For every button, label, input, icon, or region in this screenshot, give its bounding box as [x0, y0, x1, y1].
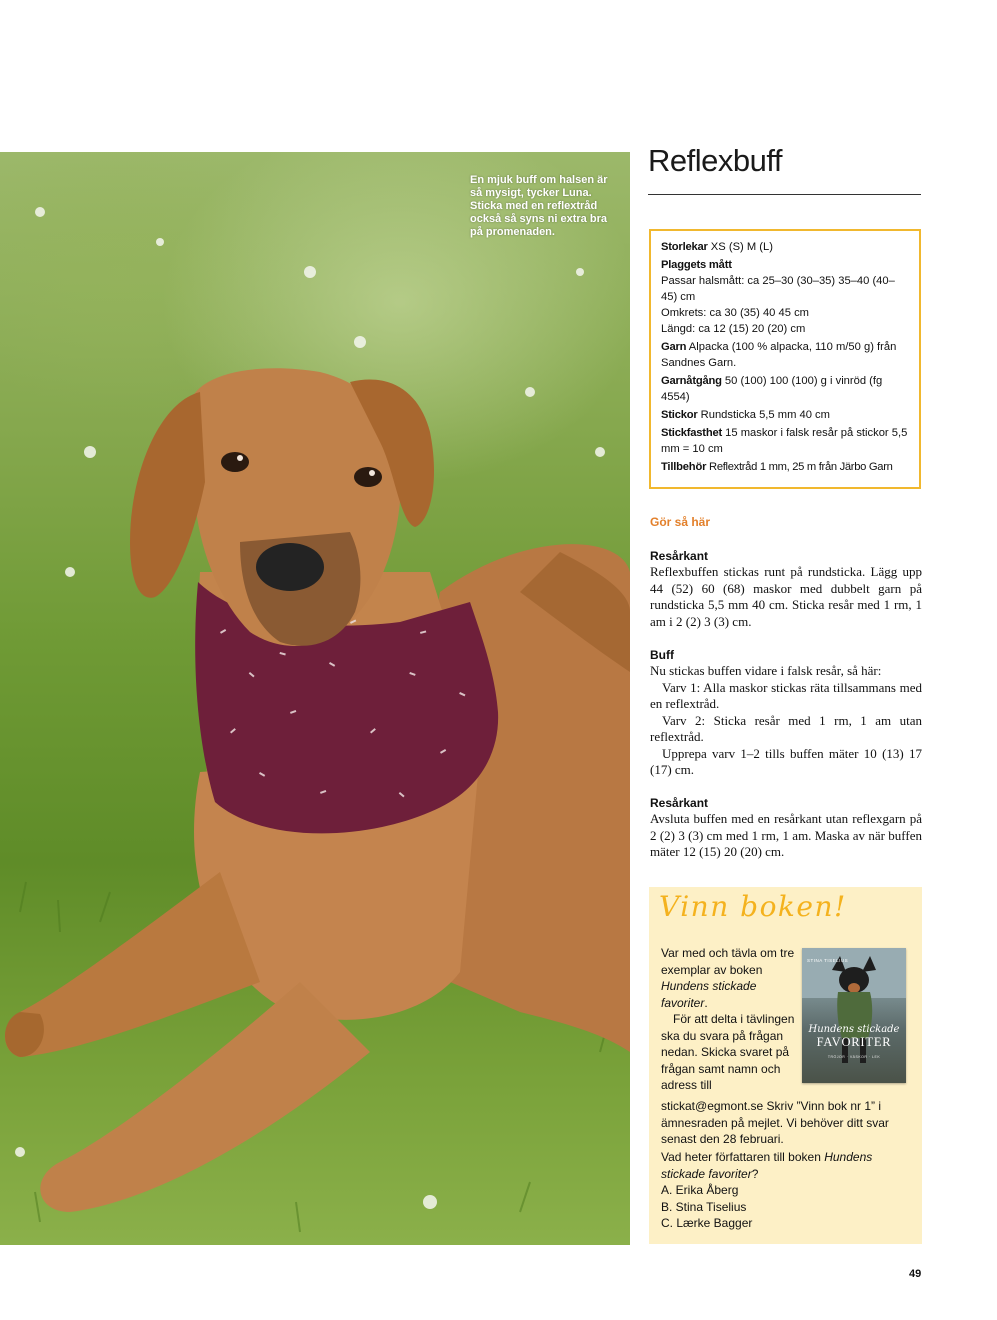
contest-answer-c: C. Lærke Bagger — [661, 1216, 753, 1230]
section-text: Nu stickas buffen vidare i falsk resår, så här: — [650, 663, 882, 678]
contest-p1 — [661, 945, 803, 1011]
contest-intro — [661, 945, 803, 1094]
contest-question-start: Vad heter författaren till boken — [661, 1150, 825, 1164]
spec-gauge — [661, 425, 909, 457]
contest-p1-text: Var med och tävla om tre exemplar av boken — [661, 946, 795, 977]
contest-p3: stickat@egmont.se Skriv ”Vinn bok nr 1” i ämnesraden på mejlet. Vi behöver ditt svar senast den 28 februari. — [661, 1099, 889, 1146]
photo-caption: En mjuk buff om halsen är så mysigt, tycker Luna. Sticka med en reflextråd också så syns ni extra bra på promenaden. — [470, 174, 608, 238]
contest-answer-a: A. Erika Åberg — [661, 1183, 739, 1197]
contest-p1-end: . — [704, 995, 708, 1010]
spec-amount — [661, 373, 909, 405]
spec-measure-label: Plaggets mått — [661, 259, 732, 271]
spec-needles-value: Rundsticka 5,5 mm 40 cm — [697, 409, 830, 421]
spec-needles-label: Stickor — [661, 409, 698, 421]
spec-amount-value: 50 (100) 100 (100) g i vinröd (fg 4554) — [661, 375, 883, 403]
contest-question-book: Hundens stickade favoriter — [661, 1150, 873, 1181]
contest-answer-b: B. Stina Tiselius — [661, 1199, 747, 1214]
spec-size — [661, 239, 909, 255]
spec-amount-label: Garnåtgång — [661, 375, 722, 387]
contest-title: Vinn boken! — [659, 890, 847, 923]
dog-illustration — [0, 152, 630, 1245]
spec-measure-line2: Omkrets: ca 30 (35) 40 45 cm — [661, 307, 809, 319]
spec-notions-label: Tillbehör — [661, 461, 707, 473]
section-text: Upprepa varv 1–2 tills buffen mäter 10 (13) 17 (17) cm. — [650, 745, 922, 777]
article-title: Reflexbuff — [648, 143, 783, 178]
page-number: 49 — [909, 1268, 922, 1280]
instructions-heading: Gör så här — [650, 515, 711, 529]
spec-size-label: Storlekar — [661, 241, 708, 253]
book-author: STINA TISELIUS — [807, 958, 849, 963]
dog-photo — [0, 152, 630, 1245]
spec-yarn — [661, 339, 909, 371]
section-text: Avsluta buffen med en resårkant utan reflexgarn på 2 (2) 3 (3) cm med 1 rm, 1 am. Maska av när buffen mäter 12 (15) 20 (20) cm. — [650, 811, 922, 859]
contest-question-end: ? — [751, 1166, 759, 1181]
spec-measure-line1: Passar halsmått: ca 25–30 (30–35) 35–40 (40–45) cm — [661, 275, 895, 303]
book-subtitle: TRÖJOR · VÄSKOR · LEK — [827, 1055, 881, 1059]
section-rib-edge-final — [650, 795, 922, 861]
spec-notions-value: Reflextråd 1 mm, 25 m från Järbo Garn — [706, 461, 893, 473]
book-title-script: Hundens stickade — [808, 1024, 900, 1035]
section-heading: Resårkant — [650, 796, 709, 810]
spec-gauge-value: 15 maskor i falsk resår på stickor 5,5 mm = 10 cm — [661, 427, 908, 455]
contest-question — [661, 1149, 916, 1232]
contest-book-title: Hundens stickade favoriter — [661, 979, 757, 1010]
section-text: Varv 1: Alla maskor stickas räta tillsammans med en reflextråd. — [650, 679, 922, 711]
spec-size-value: XS (S) M (L) — [707, 241, 773, 253]
contest-entry-info — [661, 1098, 916, 1148]
section-heading: Resårkant — [650, 549, 709, 563]
section-buff — [650, 647, 922, 779]
section-text: Reflexbuffen stickas runt på rundsticka. Lägg upp 44 (52) 60 (68) maskor med dubbelt garn på rundsticka 5,5 mm 40 cm. Sticka resår med 1 rm, 1 am i 2 (2) 3 (3) cm. — [650, 564, 922, 629]
section-heading: Buff — [650, 648, 674, 662]
spec-yarn-label: Garn — [661, 341, 687, 353]
spec-yarn-value: Alpacka (100 % alpacka, 110 m/50 g) från Sandnes Garn. — [661, 341, 897, 369]
spec-gauge-label: Stickfasthet — [661, 427, 723, 439]
spec-measure — [661, 257, 909, 273]
contest-box — [649, 887, 922, 1244]
book-title-big: FAVORITER — [816, 1035, 892, 1049]
contest-question-text — [661, 1149, 916, 1182]
spec-notions — [661, 459, 909, 475]
spec-measure-line3: Längd: ca 12 (15) 20 (20) cm — [661, 323, 806, 335]
specs-box — [649, 229, 921, 489]
contest-p2: För att delta i tävlingen ska du svara på frågan nedan. Skicka svaret på frågan samt namn och adress till — [661, 1012, 795, 1092]
section-text: Varv 2: Sticka resår med 1 rm, 1 am utan reflextråd. — [650, 712, 922, 744]
title-divider — [648, 194, 921, 195]
spec-needles — [661, 407, 909, 423]
section-rib-edge — [650, 548, 922, 630]
book-cover-image — [802, 948, 906, 1083]
